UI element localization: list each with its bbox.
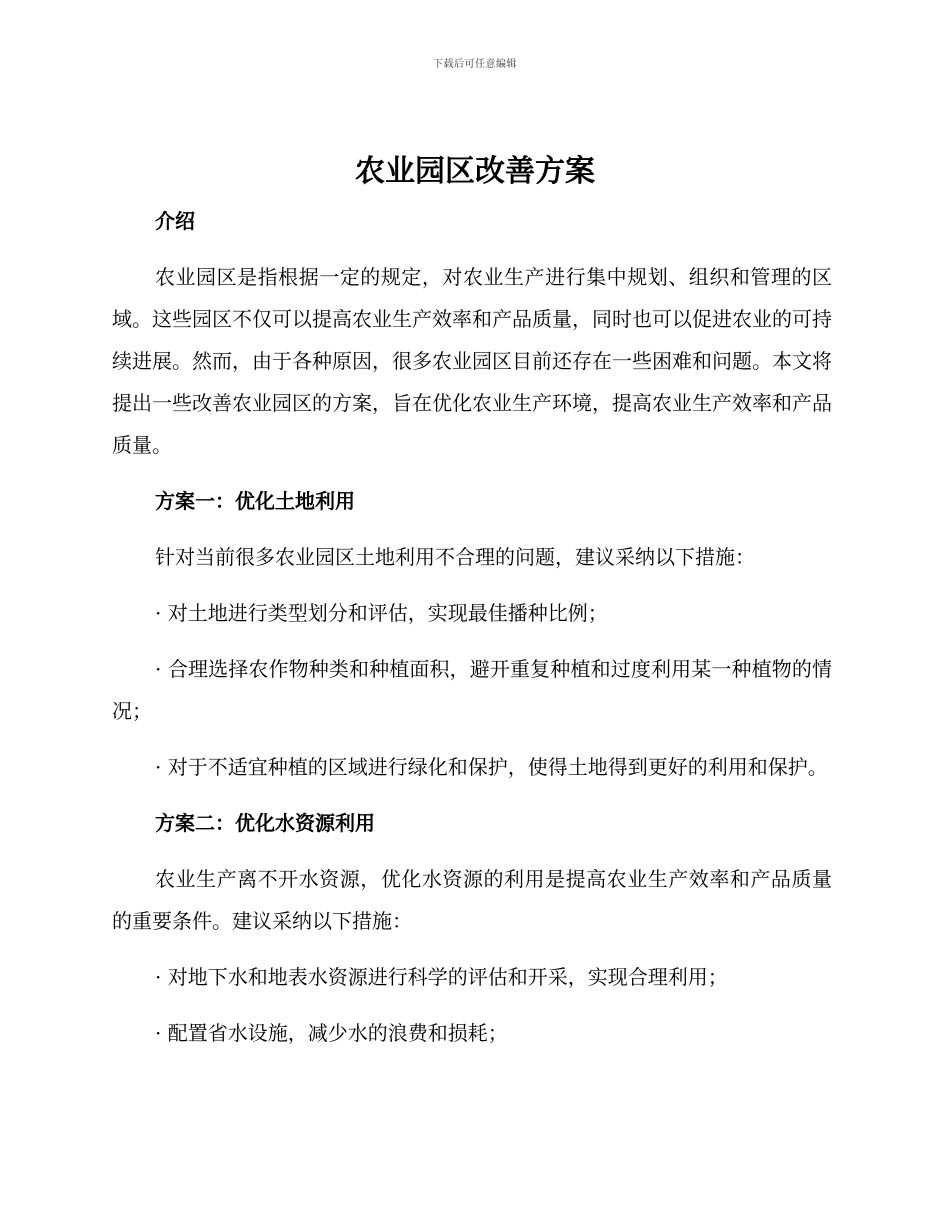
plan-2-paragraph: 农业生产离不开水资源，优化水资源的利用是提高农业生产效率和产品质量的重要条件。建议采纳以下措施： [112,867,832,933]
plan-2-bullet-2: · 配置省水设施，减少水的浪费和损耗； [155,1021,508,1045]
document-body [112,200,832,1068]
section-heading-intro: 介绍 [155,209,195,233]
plan-1-paragraph: 针对当前很多农业园区土地利用不合理的问题，建议采纳以下措施： [155,545,755,569]
plan-1-bullet-1: · 对土地进行类型划分和评估，实现最佳播种比例； [155,601,608,625]
document-title: 农业园区改善方案 [355,154,595,189]
section-heading-plan-2: 方案二：优化水资源利用 [155,811,375,835]
plan-2-bullet-1: · 对地下水和地表水资源进行科学的评估和开采，实现合理利用； [155,965,728,989]
plan-1-bullet-3: · 对于不适宜种植的区域进行绿化和保护，使得土地得到更好的利用和保护。 [155,755,828,779]
intro-paragraph: 农业园区是指根据一定的规定，对农业生产进行集中规划、组织和管理的区域。这些园区不仅可以提高农业生产效率和产品质量，同时也可以促进农业的可持续进展。然而，由于各种原因，很多农业园区目前还存在一些困难和问题。本文将提出一些改善农业园区的方案，旨在优化农业生产环境，提高农业生产效率和产品质量。 [112,265,832,457]
plan-1-bullet-2: · 合理选择农作物种类和种植面积，避开重复种植和过度利用某一种植物的情况； [112,657,832,723]
header-note: 下载后可任意编辑 [433,59,517,70]
section-heading-plan-1: 方案一：优化土地利用 [155,489,355,513]
